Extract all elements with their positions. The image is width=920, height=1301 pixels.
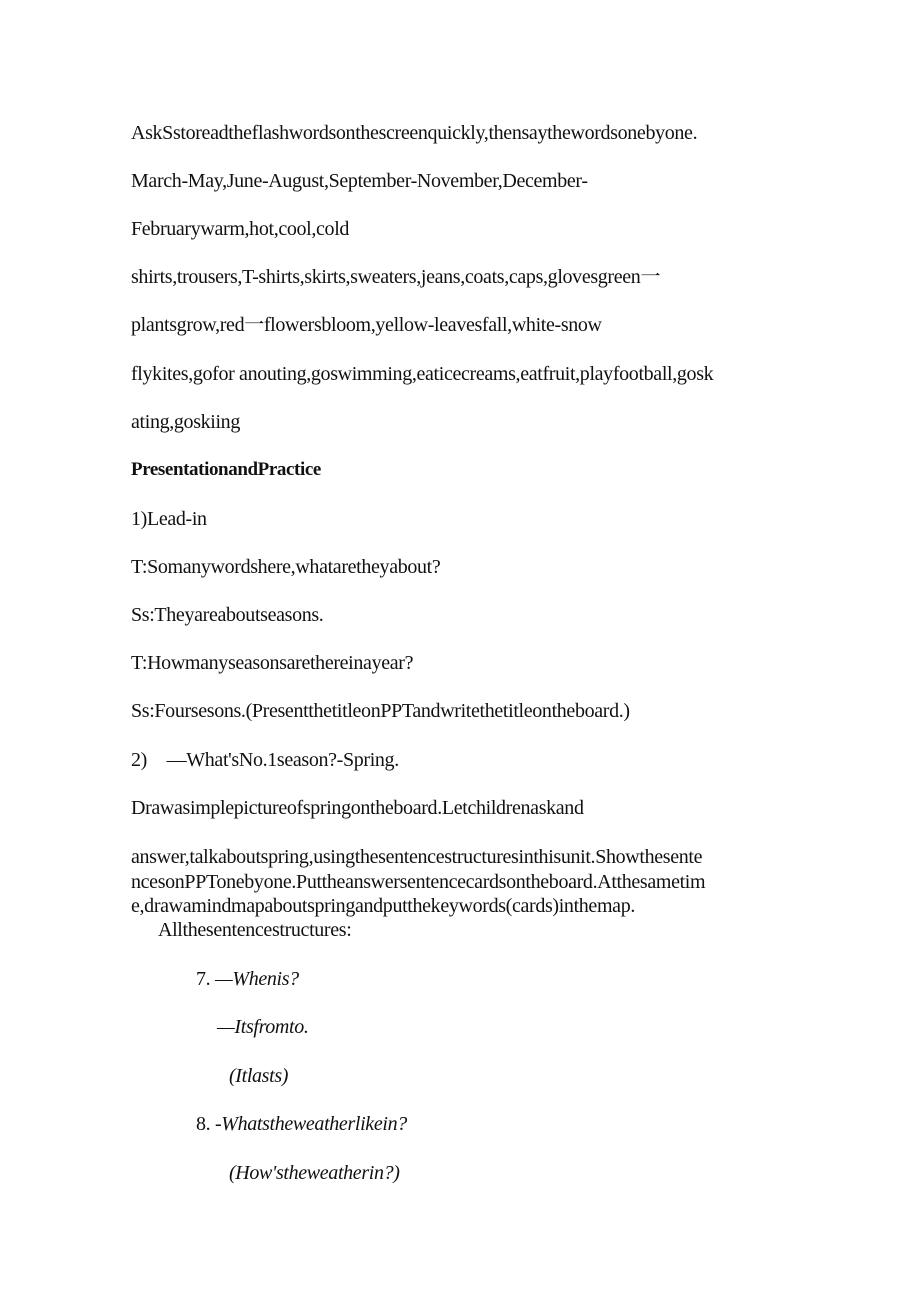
item-number: 8. <box>196 1113 211 1135</box>
text-line: ating,goskiing <box>131 411 240 433</box>
structure-item: (How'stheweatherin?) <box>229 1162 400 1184</box>
section-heading: PresentationandPractice <box>131 459 321 480</box>
item-text: —Whenis? <box>214 968 299 990</box>
paragraph-line: ncesonPPTonebyone.Puttheanswersentencecardsontheboard.Atthesametim <box>131 871 706 893</box>
dialogue-line: Ss:Theyareaboutseasons. <box>131 604 324 626</box>
dialogue-line: T:Howmanyseasonsarethereinayear? <box>131 652 414 674</box>
text-line: AskSstoreadtheflashwordsonthescreenquickly,thensaythewordsonebyone. <box>131 122 698 144</box>
paragraph-line: Drawasimplepictureofspringontheboard.Letchildrenaskand <box>131 797 584 819</box>
structure-item <box>196 1112 407 1136</box>
dialogue-line: T:Somanywordshere,whataretheyabout? <box>131 556 441 578</box>
dialogue-line: Ss:Foursesons.(PresentthetitleonPPTandwritethetitleontheboard.) <box>131 700 630 722</box>
text-line: shirts,trousers,T-shirts,skirts,sweaters,jeans,coats,caps,glovesgreen一 <box>131 266 661 288</box>
item-number: 7. <box>196 968 211 990</box>
text-line: March-May,June-August,September-November,December- <box>131 170 588 192</box>
text-line: plantsgrow,red一flowersbloom,yellow-leavesfall,white-snow <box>131 314 602 336</box>
paragraph-line: answer,talkaboutspring,usingthesentencestructuresinthisunit.Showthesente <box>131 846 703 868</box>
paragraph-line: e,drawamindmapaboutspringandputthekeywords(cards)inthemap. <box>131 895 635 917</box>
structure-item: (Itlasts) <box>229 1065 289 1087</box>
item-text: -Whatstheweatherlikein? <box>214 1113 407 1135</box>
structures-label: Allthesentencestructures: <box>158 919 352 941</box>
structure-item <box>196 967 299 991</box>
step-label: 1)Lead-in <box>131 508 207 530</box>
step-label: 2) —What'sNo.1season?-Spring. <box>131 749 399 771</box>
structure-item: —Itsfromto. <box>217 1016 309 1038</box>
text-line: Februarywarm,hot,cool,cold <box>131 218 350 240</box>
text-line: flykites,gofor anouting,goswimming,eaticecreams,eatfruit,playfootball,gosk <box>131 363 714 385</box>
